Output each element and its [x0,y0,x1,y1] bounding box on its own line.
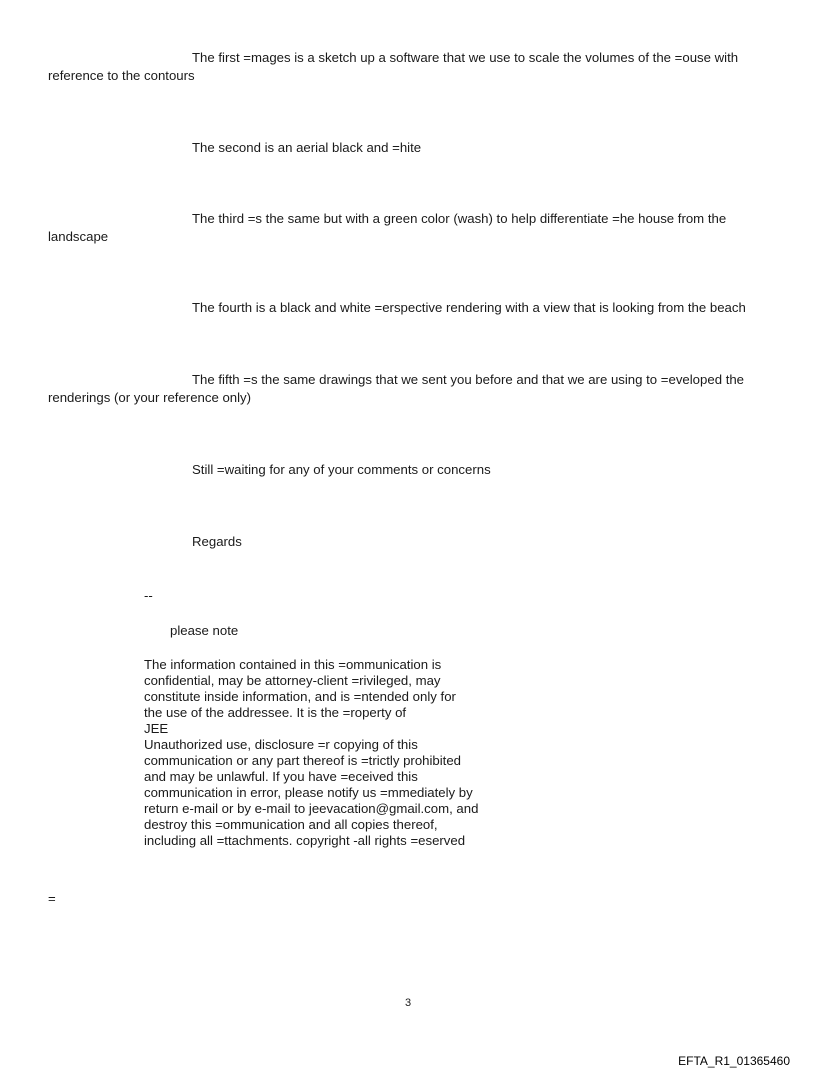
disclaimer-line: confidential, may be attorney-client =rivileged, may [144,673,441,688]
disclaimer-line: Unauthorized use, disclosure =r copying of this [144,737,418,752]
bates-number: EFTA_R1_01365460 [678,1054,790,1068]
disclaimer-line: JEE [144,721,169,736]
paragraph-line: landscape [48,229,109,244]
trailing-equals: = [48,891,56,906]
paragraph-line: renderings (or your reference only) [48,390,252,405]
disclaimer-line: communication in error, please notify us =mmediately by [144,785,473,800]
paragraph-line: The fifth =s the same drawings that we sent you before and that we are using to =eveloped the [192,372,745,387]
paragraph-line: The first =mages is a sketch up a software that we use to scale the volumes of the =ouse with [192,50,739,65]
paragraph-line: The second is an aerial black and =hite [192,140,422,155]
disclaimer-line: The information contained in this =ommunication is [144,657,442,672]
disclaimer-line: the use of the addressee. It is the =roperty of [144,705,407,720]
paragraph-line: The fourth is a black and white =erspective rendering with a view that is looking from the beach [192,300,746,315]
confidentiality-disclaimer [144,657,524,849]
paragraph-third-image [48,210,778,246]
disclaimer-line: destroy this =ommunication and all copies thereof, [144,817,438,832]
paragraph-second-image [48,139,778,157]
page-number: 3 [404,997,412,1009]
paragraph-fourth-image [48,299,778,317]
disclaimer-line: including all =ttachments. copyright -all rights =eserved [144,833,466,848]
disclaimer-line: and may be unlawful. If you have =eceived this [144,769,418,784]
disclaimer-line: return e-mail or by e-mail to jeevacation@gmail.com, and [144,801,479,816]
signature-separator: -- [144,588,153,603]
regards-line: Regards [192,534,242,549]
disclaimer-line: communication or any part thereof is =trictly prohibited [144,753,462,768]
disclaimer-line: constitute inside information, and is =ntended only for [144,689,456,704]
paragraph-line: The third =s the same but with a green color (wash) to help differentiate =he house from the [192,211,727,226]
still-waiting-line: Still =waiting for any of your comments or concerns [192,462,491,477]
please-note-heading: please note [170,623,239,638]
paragraph-first-image [48,49,778,85]
paragraph-fifth-image [48,371,778,407]
paragraph-line: reference to the contours [48,68,195,83]
